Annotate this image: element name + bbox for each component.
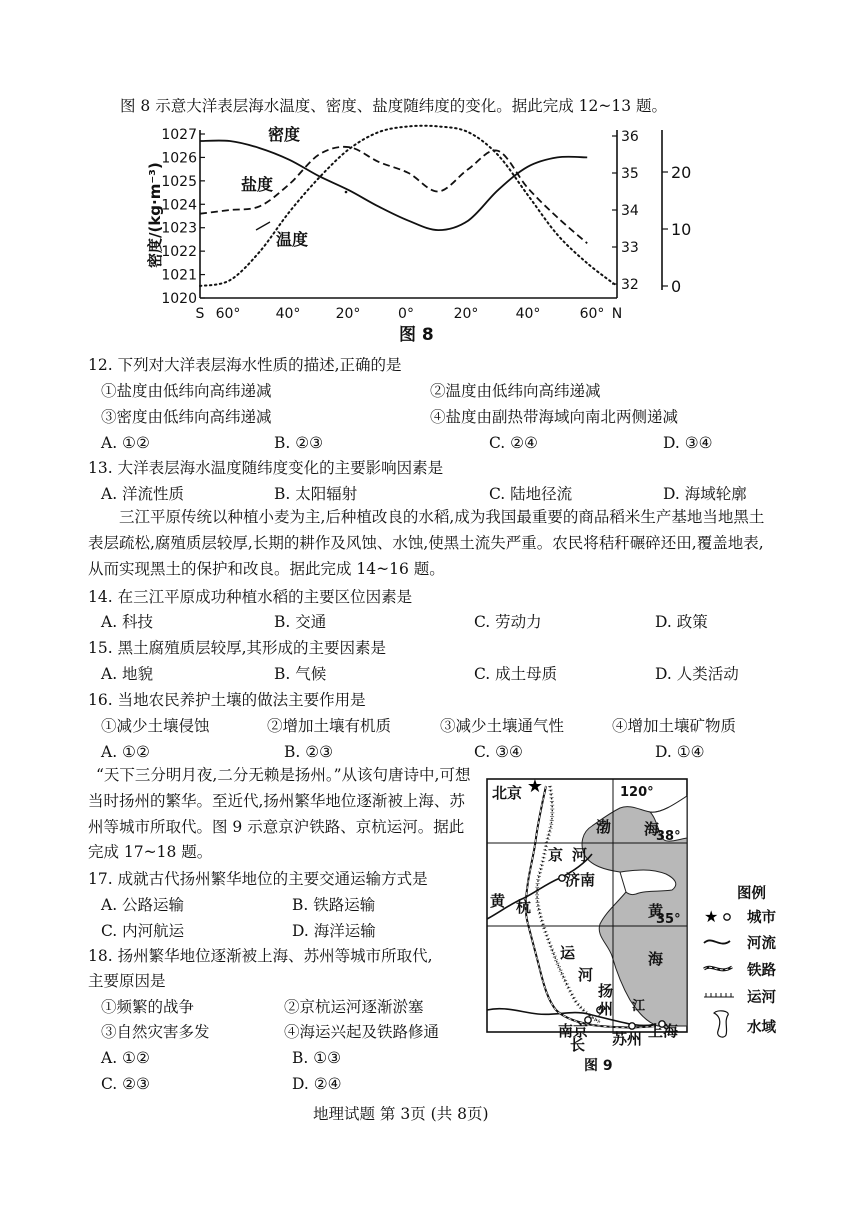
salinity-tick-label: 34: [621, 203, 639, 219]
map-label-canal-4: 河: [578, 966, 594, 984]
figure8-intro: 图 8 示意大洋表层海水温度、密度、盐度随纬度的变化。据此完成 12~13 题。: [120, 97, 668, 115]
q15-option-a[interactable]: A. 地貌: [101, 665, 154, 683]
map-label-bohai-1: 渤: [596, 818, 612, 836]
x-tick-label: 0°: [398, 306, 414, 322]
map-label-lat-35: 35°: [656, 912, 681, 927]
q14-option-d[interactable]: D. 政策: [655, 613, 708, 631]
legend-canal-label: 运河: [747, 990, 776, 1006]
map-label-jinan: 济南: [565, 871, 596, 889]
q14-stem: 14. 在三江平原成功种植水稻的主要区位因素是: [88, 588, 413, 606]
q17-option-a[interactable]: A. 公路运输: [101, 896, 185, 914]
map-label-canal-1: 京: [548, 846, 564, 864]
map-label-canal-2: 杭: [516, 898, 532, 916]
q15-option-d[interactable]: D. 人类活动: [655, 665, 739, 683]
figure8-chart: [0, 118, 860, 378]
page-footer: 地理试题 第 3页 (共 8页): [313, 1105, 489, 1123]
salinity-tick-label: 35: [621, 166, 639, 182]
q12-statement-3: ③密度由低纬向高纬递减: [101, 408, 272, 426]
x-tick-label: 20°: [453, 306, 479, 322]
q12-statement-2: ②温度由低纬向高纬递减: [430, 382, 601, 400]
q16-option-d[interactable]: D. ①④: [655, 743, 705, 761]
legend-title: 图例: [737, 886, 766, 902]
legend-city-dot-icon: [724, 914, 730, 920]
q12-option-c[interactable]: C. ②④: [489, 434, 538, 452]
map-label-lat-38: 38°: [656, 829, 681, 844]
q18-stem-line2: 主要原因是: [88, 972, 166, 990]
q16-statement-2: ②增加土壤有机质: [267, 717, 392, 735]
temperature-tick-label: 20: [671, 163, 692, 182]
q14-option-b[interactable]: B. 交通: [274, 613, 327, 631]
map-label-beijing: 北京: [492, 784, 523, 802]
q13-option-d[interactable]: D. 海域轮廓: [663, 485, 747, 503]
q18-statement-3: ③自然灾害多发: [101, 1023, 210, 1041]
density-tick-label: 1024: [161, 197, 197, 214]
figure8-caption: 图 8: [399, 325, 434, 345]
salinity-tick-label: 32: [621, 277, 639, 293]
q15-option-c[interactable]: C. 成土母质: [474, 665, 558, 683]
temperature-label-leader: [256, 222, 270, 230]
q14-option-a[interactable]: A. 科技: [101, 613, 154, 631]
map-label-canal-3: 运: [560, 944, 576, 962]
map-label-huanghai-2: 海: [648, 950, 664, 968]
map-label-huanghe-1: 黄: [490, 892, 506, 910]
map-label-zhou: 州: [598, 1000, 614, 1018]
map-label-shanghai: 上海: [648, 1022, 679, 1040]
legend-city-label: 城市: [747, 910, 776, 926]
temperature-tick-label: 10: [671, 220, 692, 239]
q15-stem: 15. 黑土腐殖质层较厚,其形成的主要因素是: [88, 639, 387, 657]
salinity-curve-label: 盐度: [241, 175, 274, 194]
map-label-jiang: 江: [632, 999, 646, 1014]
passage-sanjiang: 三江平原传统以种植小麦为主,后种植改良的水稻,成为我国最重要的商品稻米生产基地当地黑土表层疏松,腐殖质层较厚,长期的耕作及风蚀、水蚀,使黑土流失严重。农民将秸秆碾碎还田,覆盖地表,从而实现黑土的保护和改良。据此完成 14~16 题。: [88, 508, 765, 578]
q12-stem: 12. 下列对大洋表层海水性质的描述,正确的是: [88, 356, 402, 374]
legend-water-label: 水域: [747, 1020, 776, 1036]
q17-option-b[interactable]: B. 铁路运输: [292, 896, 376, 914]
map-label-nanjing: 南京: [558, 1022, 589, 1040]
map-label-huanghe-2: 河: [572, 846, 588, 864]
q16-stem: 16. 当地农民养护土壤的做法主要作用是: [88, 691, 366, 709]
q16-option-b[interactable]: B. ②③: [284, 743, 334, 761]
map-label-huanghai-1: 黄: [648, 902, 664, 920]
q18-option-c[interactable]: C. ②③: [101, 1075, 150, 1093]
q16-option-c[interactable]: C. ③④: [474, 743, 523, 761]
suzhou-city-icon: [629, 1023, 635, 1029]
q18-option-a[interactable]: A. ①②: [101, 1049, 150, 1067]
density-tick-label: 1025: [161, 173, 197, 190]
q14-option-c[interactable]: C. 劳动力: [474, 613, 542, 631]
figure9-caption: 图 9: [584, 1058, 613, 1074]
map-label-yang: 扬: [598, 982, 614, 1000]
q16-statement-1: ①减少土壤侵蚀: [101, 717, 210, 735]
q18-statement-1: ①频繁的战争: [101, 998, 195, 1016]
legend-symbols: [700, 905, 752, 1045]
beijing-star-icon: ★: [526, 776, 544, 797]
q17-stem: 17. 成就古代扬州繁华地位的主要交通运输方式是: [88, 870, 428, 888]
x-tick-label: 40°: [275, 306, 301, 322]
q18-option-d[interactable]: D. ②④: [292, 1075, 342, 1093]
temperature-curve-label: 温度: [276, 230, 309, 249]
q13-option-a[interactable]: A. 洋流性质: [101, 485, 185, 503]
q18-stem-line1: 18. 扬州繁华地位逐渐被上海、苏州等城市所取代,: [88, 947, 433, 965]
q12-option-b[interactable]: B. ②③: [274, 434, 324, 452]
map-label-chang: 长: [570, 1036, 586, 1054]
legend-railway-label: 铁路: [747, 963, 776, 979]
density-tick-label: 1023: [161, 220, 197, 237]
grand-canal: [537, 786, 600, 1022]
density-curve-label: 密度: [268, 125, 301, 144]
q12-statement-1: ①盐度由低纬向高纬递减: [101, 382, 272, 400]
q18-option-b[interactable]: B. ①③: [292, 1049, 342, 1067]
x-tick-label: 40°: [515, 306, 541, 322]
x-tick-label: 60°: [215, 306, 241, 322]
density-tick-label: 1026: [161, 150, 197, 167]
density-tick-label: 1020: [161, 291, 197, 307]
salinity-tick-label: 33: [621, 240, 639, 256]
map-label-lon-120: 120°: [620, 785, 654, 800]
q13-stem: 13. 大洋表层海水温度随纬度变化的主要影响因素是: [88, 459, 444, 477]
legend-river-label: 河流: [747, 936, 776, 952]
density-tick-label: 1022: [161, 244, 197, 261]
x-tick-label: N: [611, 306, 623, 322]
x-tick-label: 20°: [335, 306, 361, 322]
q18-statement-2: ②京杭运河逐渐淤塞: [284, 998, 424, 1016]
map-label-bohai-2: 海: [644, 820, 660, 838]
q13-option-c[interactable]: C. 陆地径流: [489, 485, 573, 503]
q12-statement-4: ④盐度由副热带海域向南北两侧递减: [430, 408, 679, 426]
q18-statement-4: ④海运兴起及铁路修通: [284, 1023, 440, 1041]
x-tick-label: S: [195, 306, 205, 322]
q16-statement-3: ③减少土壤通气性: [440, 717, 565, 735]
density-tick-label: 1021: [161, 267, 197, 284]
temperature-tick-label: 0: [671, 277, 682, 296]
q15-option-b[interactable]: B. 气候: [274, 665, 327, 683]
q12-option-d[interactable]: D. ③④: [663, 434, 713, 452]
density-tick-label: 1027: [161, 127, 197, 143]
salinity-tick-label: 36: [621, 129, 639, 145]
q17-option-d[interactable]: D. 海洋运输: [292, 922, 376, 940]
legend-star-icon: ★: [704, 907, 719, 926]
stray-dot: [345, 191, 348, 194]
q16-option-a[interactable]: A. ①②: [101, 743, 150, 761]
passage-yangzhou: “天下三分明月夜,二分无赖是扬州。”从该句唐诗中,可想当时扬州的繁华。至近代,扬州繁华地位逐渐被上海、苏州等城市所取代。图 9 示意京沪铁路、京杭运河。据此完成 17~18 题。: [88, 766, 471, 862]
left-axis-label: 密度/(kg·m⁻³): [146, 162, 164, 268]
map-label-suzhou: 苏州: [612, 1030, 643, 1048]
legend-water-icon: [714, 1011, 728, 1037]
q16-statement-4: ④增加土壤矿物质: [612, 717, 737, 735]
x-tick-label: 60°: [579, 306, 605, 322]
q12-option-a[interactable]: A. ①②: [101, 434, 150, 452]
legend-river-icon: [704, 940, 730, 943]
q17-option-c[interactable]: C. 内河航运: [101, 922, 185, 940]
q13-option-b[interactable]: B. 太阳辐射: [274, 485, 358, 503]
